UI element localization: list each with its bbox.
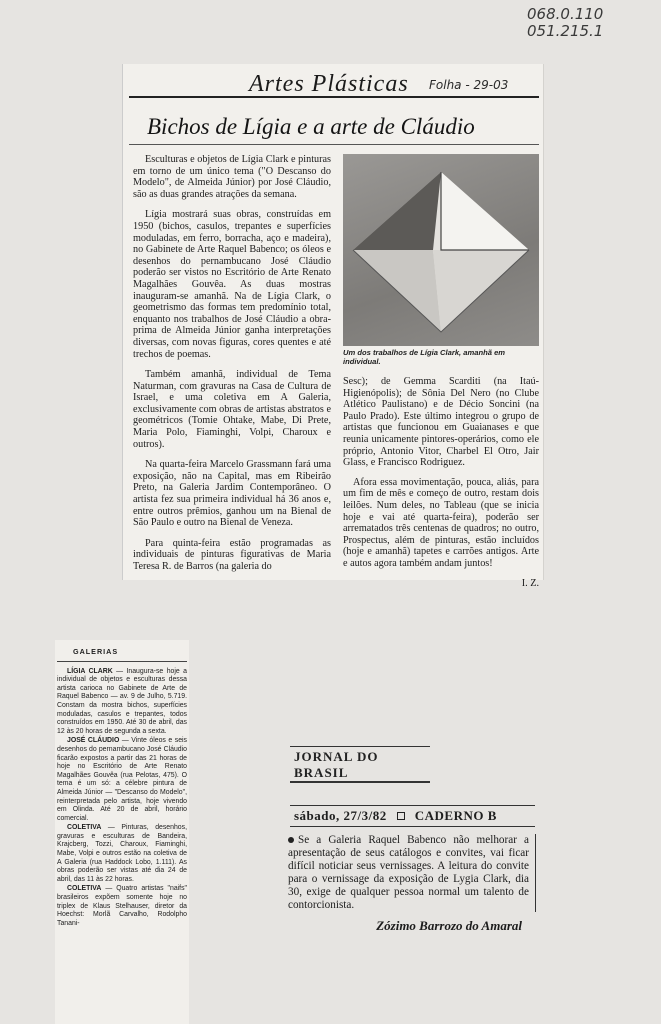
- paragraph: Sesc); de Gemma Scarditi (na Itaú-Higienópolis); de Sônia Del Nero (no Clube Atlético Paulistano) e de Décio Soncini (na Paulo Prado). Este último integrou o grupo de artistas que funcionou em Guaianases e que reunia unicamente pintores-operários, como ele próprio, Antonio Vitor, Charbel El Otro, Jair Glass, e Francisco Rodriguez.: [343, 376, 539, 469]
- entry-lead: JOSÉ CLÁUDIO: [67, 737, 120, 745]
- headline: Bichos de Lígia e a arte de Cláudio: [147, 114, 475, 139]
- paragraph: Na quarta-feira Marcelo Grassmann fará uma exposição, não na Capital, mas em Ribeirão Preto, na Galeria Jardim Contemporâneo. O artista fez sua primeira individual há 36 anos e, entre outros prêmios, ganhou um na Bienal de São Paulo e outro na Bienal de Veneza.: [133, 459, 331, 529]
- section-bar: [129, 68, 539, 98]
- zozimo-note: [282, 834, 536, 912]
- paragraph: Afora essa movimentação, pouca, aliás, para um fim de mês e começo de outro, restam dois leilões. Num deles, no Tableau (que se inicia hoje e vai até quarta-feira), poderão ser arrematados três centenas de quadros; no outro, Prospectus, além de pinturas, estão incluídos (hoje e amanhã) tapetes e carrões antigos. Arte e autos agora também andam juntos!: [343, 476, 539, 569]
- entry-text: — Pinturas, desenhos, gravuras e esculturas de Bandeira, Krajcberg, Tozzi, Charoux, Fiaminghi, Mabe, Volpi e outros estão na coletiva de A Galeria (rua Haddock Lobo, 1.111). As obras poderão ser vistas até dia 24 de abril, das 11 às 22 horas.: [57, 824, 187, 883]
- paragraph: Também amanhã, individual de Tema Naturman, com gravuras na Casa de Cultura de Israel, e uma coletiva em A Galeria, exclusivamente com obras de artistas abstratos e geométricos (Tomie Ohtake, Mabe, Di Prete, Maria Polo, Fiaminghi, Volpi, Charoux e outros).: [133, 369, 331, 450]
- geometric-sculpture-image: [343, 154, 539, 346]
- archive-code: [527, 6, 639, 40]
- archive-code-line1: 068.0.110: [527, 5, 604, 23]
- date-line: [290, 805, 535, 827]
- bullet-icon: [288, 837, 294, 843]
- entry-lead: COLETIVA: [67, 824, 102, 832]
- zozimo-author: Zózimo Barrozo do Amaral: [376, 918, 522, 933]
- galerias-entry: [57, 668, 187, 737]
- paragraph: Para quinta-feira estão programadas as individuais de pinturas figurativas de Maria Teresa R. de Barros (na galeria do: [133, 537, 331, 572]
- galerias-entry: [57, 737, 187, 823]
- article-column-right: [343, 376, 539, 589]
- author-initials: I. Z.: [521, 577, 539, 589]
- newspaper-name: JORNAL DO BRASIL: [290, 746, 430, 783]
- separator-box-icon: [397, 812, 405, 820]
- handwritten-note: Folha - 29-03: [429, 78, 509, 92]
- zozimo-note-text: Se a Galeria Raquel Babenco não melhorar a apresentação de seus catálogos e convites, vai ficar difícil noticiar seus vernissages. A leitura do convite para o vernissage da exposição de Lygia Clark, dia 30, exige de qualquer pessoa normal um talento de contorcionista.: [288, 834, 529, 911]
- entry-text: — Quatro artistas "naifs" brasileiros expõem somente hoje no triplex de Klaus Stelhauser, diretor da Hoechst: Morlã Carvalho, Rodolpho Tanani-: [57, 885, 187, 927]
- galerias-header: GALERIAS: [57, 640, 187, 662]
- headline-rule: [129, 144, 539, 145]
- archive-code-line2: 051.215.1: [527, 22, 604, 40]
- entry-text: — Inaugura-se hoje a individual de objetos e esculturas dessa artista carioca no Gabinete de Arte de Raquel Babenco — av. 9 de Julho, 5.719. Constam da mostra bichos, superfícies moduladas, casulos e trepantes, todos construídos em 1950. Até 30 de abril, das 12 às 20 horas de segunda a sexta.: [57, 667, 187, 735]
- galerias-clipping: [55, 640, 189, 1024]
- main-clipping: [122, 64, 544, 589]
- zozimo-clipping: [282, 834, 536, 934]
- galerias-entry: [57, 824, 187, 884]
- issue-date: sábado, 27/3/82: [294, 808, 387, 823]
- section-title: Artes Plásticas: [249, 71, 409, 97]
- entry-lead: COLETIVA: [67, 885, 102, 893]
- artwork-photo: [343, 154, 539, 346]
- paragraph: Esculturas e objetos de Lígia Clark e pinturas em torno de um único tema ("O Descanso do Modelo", de Almeida Júnior) por José Cláudio, são as duas grandes atrações da semana.: [133, 154, 331, 200]
- newspaper-header: [290, 746, 535, 827]
- paragraph: Lígia mostrará suas obras, construídas em 1950 (bichos, casulos, trepantes e superfícies moduladas, em ferro, borracha, aço e madeira), no Gabinete de Arte Raquel Babenco; os óleos e desenhos do pernambucano José Cláudio poderão ser vistos no Escritório de Arte Renato Magalhães Gouvêa. As duas mostras inauguram-se amanhã. Na de Lígia Clark, o geometrismo das formas tem predomínio total, enquanto nos trabalhos de José Cláudio a obra-prima de Almeida Júnior ganha interpretações diversas, com novas figuras, cores quentes e até trechos de poemas.: [133, 209, 331, 360]
- galerias-entry: [57, 885, 187, 928]
- newspaper-section: CADERNO B: [414, 808, 497, 823]
- entry-lead: LÍGIA CLARK: [67, 667, 113, 675]
- article-column-left: [133, 154, 331, 582]
- entry-text: — Vinte óleos e seis desenhos do pernambucano José Cláudio ficarão expostos a partir das 21 horas de hoje no Escritório de Arte Renato Magalhães Gouvêa (rua Pelotas, 475). O tema é um só: a célebre pintura de Almeida Júnior — "Descanso do Modelo", reinterpretada pelo artista, hoje vivendo em Olinda. Até 20 de abril, horário comercial.: [57, 737, 188, 822]
- photo-caption: Um dos trabalhos de Lígia Clark, amanhã em individual.: [343, 348, 506, 366]
